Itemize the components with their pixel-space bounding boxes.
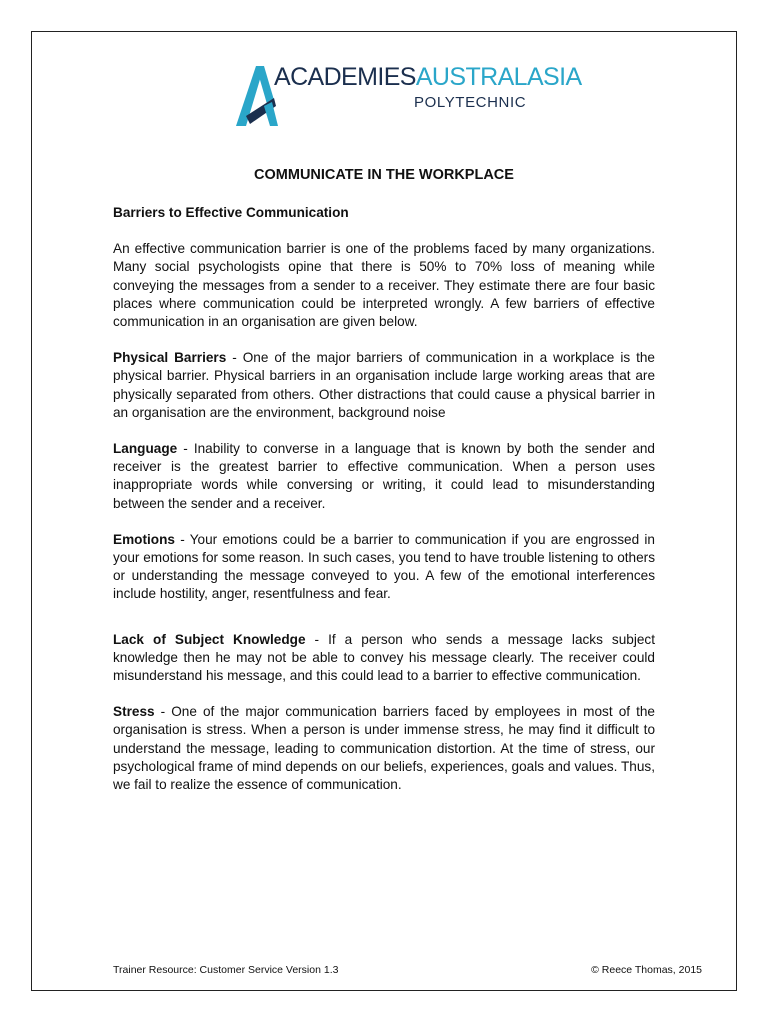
barrier-text: - One of the major barriers of communication in a workplace is the physical barrier. Physical barriers in an organisation include large working areas that are physically separated from others. Other distractions that could cause a physical barrier in an organisation are the environment, background noise: [113, 350, 655, 420]
document-title: COMMUNICATE IN THE WORKPLACE: [254, 167, 514, 183]
barrier-term: Language: [113, 441, 178, 457]
logo-word-academies: ACADEMIES: [274, 63, 416, 91]
academies-australasia-logo: [234, 60, 582, 132]
intro-paragraph: An effective communication barrier is one of the problems faced by many organizations. Many social psychologists opine that there is 50% to 70% loss of meaning while conveying the messages from a sender to a receiver. They estimate there are four basic places where communication could be interpreted wrongly. A few barriers of effective communication in an organisation are given below.: [113, 241, 655, 330]
barrier-term: Stress: [113, 704, 155, 720]
barrier-paragraph-subject-knowledge: [113, 631, 655, 686]
barrier-text: - Your emotions could be a barrier to communication if you are engrossed in your emotions for some reason. In such cases, you tend to have trouble listening to others or understanding the message conveyed to you. A few of the emotional interferences include hostility, anger, resentfulness and fear.: [113, 531, 655, 602]
barrier-paragraph-stress: [113, 703, 655, 794]
logo-word-polytechnic: POLYTECHNIC: [414, 94, 527, 111]
barrier-term: Emotions: [113, 531, 175, 547]
footer-copyright: © Reece Thomas, 2015: [591, 964, 702, 976]
barrier-text: - Inability to converse in a language that is known by both the sender and receiver is the greatest barrier to effective communication. When a person uses inappropriate words while conversing or writing, it could lead to misunderstanding between the sender and a receiver.: [113, 441, 655, 511]
document-body: [113, 204, 655, 812]
barrier-term: Physical Barriers: [113, 350, 227, 366]
footer-version: Trainer Resource: Customer Service Version 1.3: [113, 964, 339, 976]
logo-mark-icon: [234, 60, 278, 132]
section-heading: Barriers to Effective Communication: [113, 205, 349, 220]
barrier-paragraph-emotions: [113, 531, 655, 604]
barrier-text: - If a person who sends a message lacks subject knowledge then he may not be able to convey his message clearly. The receiver could misunderstand his message, and this could lead to a barrier to effective communication.: [113, 631, 655, 684]
logo-word-australasia: AUSTRALASIA: [415, 63, 582, 91]
barrier-paragraph-language: [113, 440, 655, 513]
logo-wordmark: [274, 62, 582, 92]
barrier-term: Lack of Subject Knowledge: [113, 631, 306, 647]
barrier-text: - One of the major communication barriers faced by employees in most of the organisation is stress. When a person is under immense stress, he may find it difficult to understand the message, leading to communication distortion. At the time of stress, our psychological frame of mind depends on our beliefs, experiences, goals and values. Thus, we fail to realize the essence of communication.: [113, 704, 655, 793]
barrier-paragraph-physical: [113, 349, 655, 422]
